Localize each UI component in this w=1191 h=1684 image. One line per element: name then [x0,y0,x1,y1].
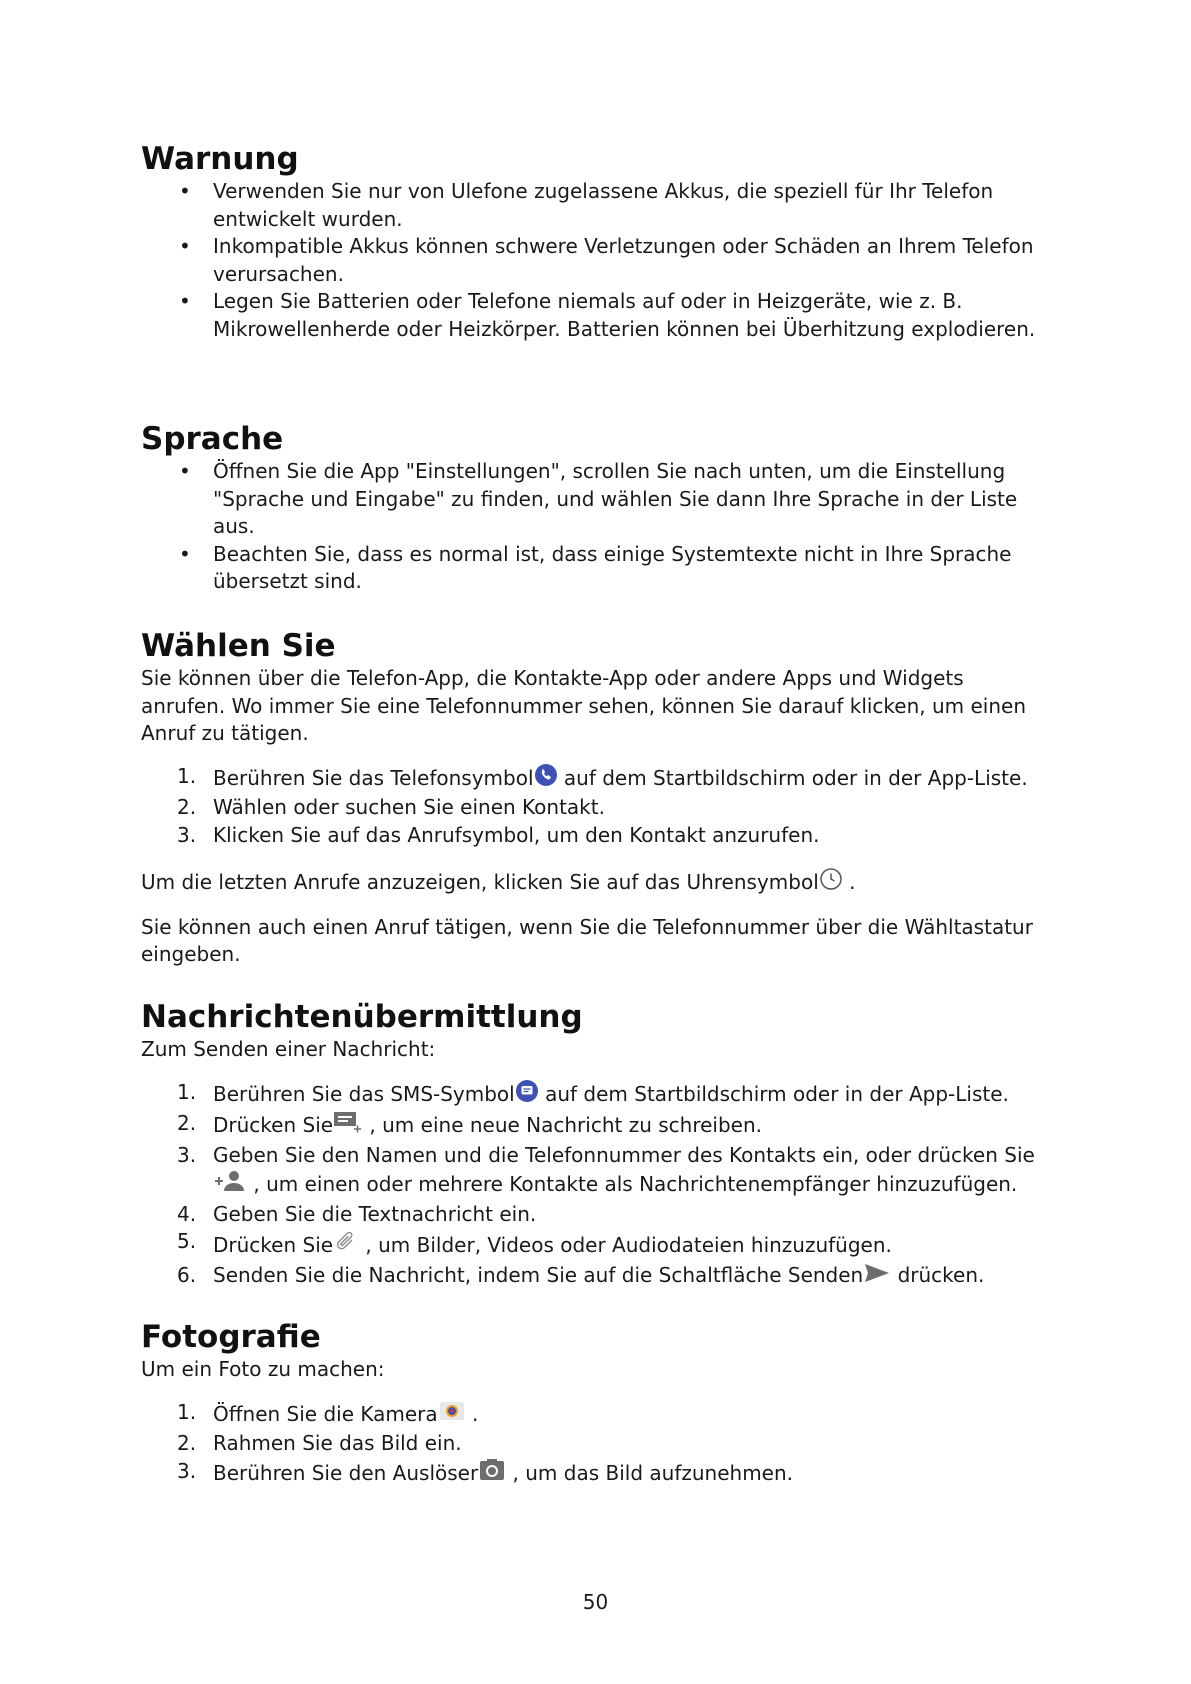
step-text: , um einen oder mehrere Kontakte als Nachrichtenempfänger hinzuzufügen. [247,1172,1018,1196]
list-item [141,1079,1051,1111]
list-item [141,794,1051,822]
sprache-list [141,458,1051,596]
step-text: Klicken Sie auf das Anrufsymbol, um den Kontakt anzurufen. [213,822,820,847]
step-number: 4. [177,1201,197,1226]
section-foto [141,1318,1051,1489]
list-item: • Inkompatible Akkus können schwere Verletzungen oder Schäden an Ihrem Telefon verursachen. [141,233,1051,288]
heading-warnung: Warnung [141,141,299,177]
camera-app-icon [438,1399,466,1431]
list-item: • Beachten Sie, dass es normal ist, dass einige Systemtexte nicht in Ihre Sprache übersetzt sind. [141,541,1051,596]
list-item [141,1201,1051,1229]
step-number: 2. [177,795,197,819]
phone-icon [534,763,558,795]
step-text: , um das Bild aufzunehmen. [506,1460,794,1485]
section-warnung [141,140,1051,343]
recent-text-b: . [842,870,856,894]
warnung-list [141,178,1051,343]
step-number: 3. [177,1458,197,1483]
section-nachricht [141,998,1051,1291]
shutter-icon [478,1458,506,1490]
step-text: drücken. [891,1262,985,1287]
list-item [141,1228,1051,1262]
step-text: Senden Sie die Nachricht, indem Sie auf die Schaltfläche Senden [213,1262,864,1287]
sms-icon [515,1079,539,1111]
step-number: 1. [177,1399,197,1424]
heading-foto: Fotografie [141,1319,321,1355]
step-text: auf dem Startbildschirm oder in der App-Liste. [557,765,1028,790]
list-item [141,1142,1051,1201]
step-text: Rahmen Sie das Bild ein. [213,1431,462,1455]
waehlen-intro: Sie können über die Telefon-App, die Kontakte-App oder andere Apps und Widgets anrufen. Wo immer Sie eine Telefonnummer sehen, können Sie darauf klicken, um einen Anruf zu tätigen. [141,666,1027,745]
list-item [141,763,1051,795]
clock-icon [819,867,843,899]
list-item [141,1430,1051,1458]
new-message-icon [333,1110,363,1142]
step-number: 3. [177,822,197,847]
heading-waehlen: Wählen Sie [141,628,336,664]
step-text: Wählen oder suchen Sie einen Kontakt. [213,795,605,819]
step-text: Drücken Sie [213,1233,334,1257]
step-number: 5. [177,1229,197,1253]
step-text: Drücken Sie [213,1113,334,1137]
step-text: Geben Sie den Namen und die Telefonnummer des Kontakts ein, oder drücken Sie [213,1142,1035,1167]
list-item: • Legen Sie Batterien oder Telefone niemals auf oder in Heizgeräte, wie z. B. Mikrowellenherde oder Heizkörper. Batterien können bei Überhitzung explodieren. [141,288,1051,343]
recent-calls-text [141,867,1051,899]
attach-icon [333,1228,359,1262]
step-text: auf dem Startbildschirm oder in der App-Liste. [538,1081,1009,1106]
list-item [141,1458,1051,1490]
list-item [141,1399,1051,1431]
step-text: , um eine neue Nachricht zu schreiben. [363,1113,763,1137]
step-number: 3. [177,1142,197,1167]
step-text: . [465,1401,479,1426]
step-number: 2. [177,1111,197,1135]
list-item [141,1110,1051,1142]
section-sprache [141,420,1051,596]
nachricht-intro: Zum Senden einer Nachricht: [141,1037,436,1061]
keypad-text: Sie können auch einen Anruf tätigen, wenn Sie die Telefonnummer über die Wähltastatur eingeben. [141,914,1033,966]
nachricht-steps [141,1079,1051,1292]
recent-text-a: Um die letzten Anrufe anzuzeigen, klicken Sie auf das Uhrensymbol [141,870,819,894]
list-item: • Verwenden Sie nur von Ulefone zugelassene Akkus, die speziell für Ihr Telefon entwickelt wurden. [141,178,1051,233]
step-number: 6. [177,1262,197,1287]
step-text: Öffnen Sie die Kamera [213,1401,438,1426]
page-number: 50 [582,1590,609,1614]
list-item [141,1262,1051,1292]
step-number: 1. [177,763,197,788]
step-number: 2. [177,1431,197,1455]
add-contact-icon [213,1169,247,1201]
section-waehlen [141,627,1051,969]
foto-intro: Um ein Foto zu machen: [141,1357,385,1381]
heading-sprache: Sprache [141,421,284,457]
step-text: Geben Sie die Textnachricht ein. [213,1201,537,1226]
step-text: Berühren Sie das Telefonsymbol [213,765,534,790]
step-number: 1. [177,1079,197,1104]
step-text: Berühren Sie den Auslöser [213,1460,479,1485]
heading-nachricht: Nachrichtenübermittlung [141,999,583,1035]
foto-steps [141,1399,1051,1490]
step-text: , um Bilder, Videos oder Audiodateien hinzuzufügen. [359,1233,892,1257]
waehlen-steps [141,763,1051,850]
step-text: Berühren Sie das SMS-Symbol [213,1081,515,1106]
list-item: • Öffnen Sie die App "Einstellungen", scrollen Sie nach unten, um die Einstellung "Sprache und Eingabe" zu finden, und wählen Sie dann Ihre Sprache in der Liste aus. [141,458,1051,541]
list-item [141,822,1051,850]
send-icon [863,1262,891,1292]
